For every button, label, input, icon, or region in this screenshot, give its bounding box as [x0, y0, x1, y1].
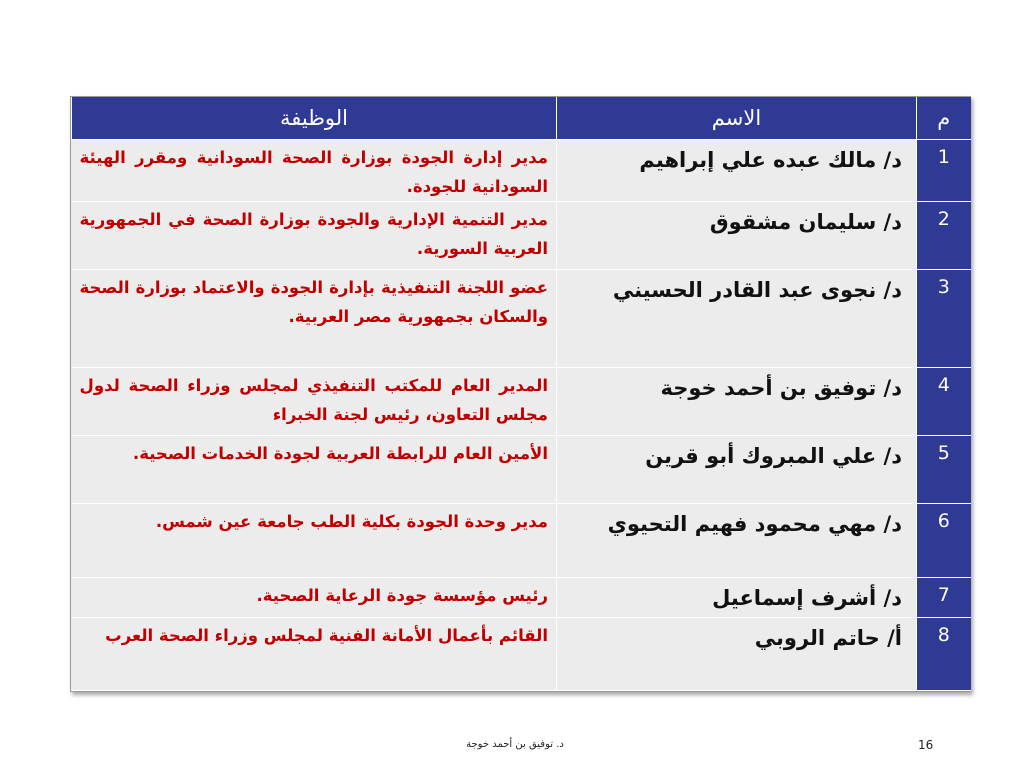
header-name: الاسم — [557, 97, 917, 140]
table-row — [72, 618, 971, 691]
row-index: 8 — [917, 618, 971, 691]
row-name: د/ نجوى عبد القادر الحسيني — [557, 270, 917, 368]
table-row — [72, 202, 971, 270]
row-job: مدير التنمية الإدارية والجودة بوزارة الصحة في الجمهورية العربية السورية. — [72, 202, 557, 270]
row-job: مدير وحدة الجودة بكلية الطب جامعة عين شمس. — [72, 504, 557, 578]
row-job: المدير العام للمكتب التنفيذي لمجلس وزراء الصحة لدول مجلس التعاون، رئيس لجنة الخبراء — [72, 368, 557, 436]
row-name: أ/ حاتم الروبي — [557, 618, 917, 691]
footer-author: د. توفيق بن أحمد خوجة — [466, 739, 564, 750]
header-index: م — [917, 97, 971, 140]
row-job: مدير إدارة الجودة بوزارة الصحة السودانية ومقرر الهيئة السودانية للجودة. — [72, 140, 557, 202]
header-job: الوظيفة — [72, 97, 557, 140]
row-index: 6 — [917, 504, 971, 578]
table-row — [72, 270, 971, 368]
row-name: د/ توفيق بن أحمد خوجة — [557, 368, 917, 436]
row-job: رئيس مؤسسة جودة الرعاية الصحية. — [72, 578, 557, 618]
table-row — [72, 436, 971, 504]
row-index: 4 — [917, 368, 971, 436]
row-index: 5 — [917, 436, 971, 504]
row-name: د/ سليمان مشقوق — [557, 202, 917, 270]
table-row — [72, 504, 971, 578]
row-index: 2 — [917, 202, 971, 270]
table-header-row — [72, 97, 971, 140]
row-job: عضو اللجنة التنفيذية بإدارة الجودة والاعتماد بوزارة الصحة والسكان بجمهورية مصر العربية. — [72, 270, 557, 368]
row-name: د/ مهي محمود فهيم التحيوي — [557, 504, 917, 578]
row-index: 3 — [917, 270, 971, 368]
row-name: د/ مالك عبده علي إبراهيم — [557, 140, 917, 202]
row-index: 1 — [917, 140, 971, 202]
row-job: القائم بأعمال الأمانة الفنية لمجلس وزراء الصحة العرب — [72, 618, 557, 691]
members-table-container — [70, 96, 971, 692]
members-table — [71, 97, 971, 691]
page-number: 16 — [918, 738, 934, 752]
row-name: د/ علي المبروك أبو قرين — [557, 436, 917, 504]
row-job: الأمين العام للرابطة العربية لجودة الخدمات الصحية. — [72, 436, 557, 504]
row-index: 7 — [917, 578, 971, 618]
table-row — [72, 578, 971, 618]
table-row — [72, 368, 971, 436]
table-row — [72, 140, 971, 202]
row-name: د/ أشرف إسماعيل — [557, 578, 917, 618]
